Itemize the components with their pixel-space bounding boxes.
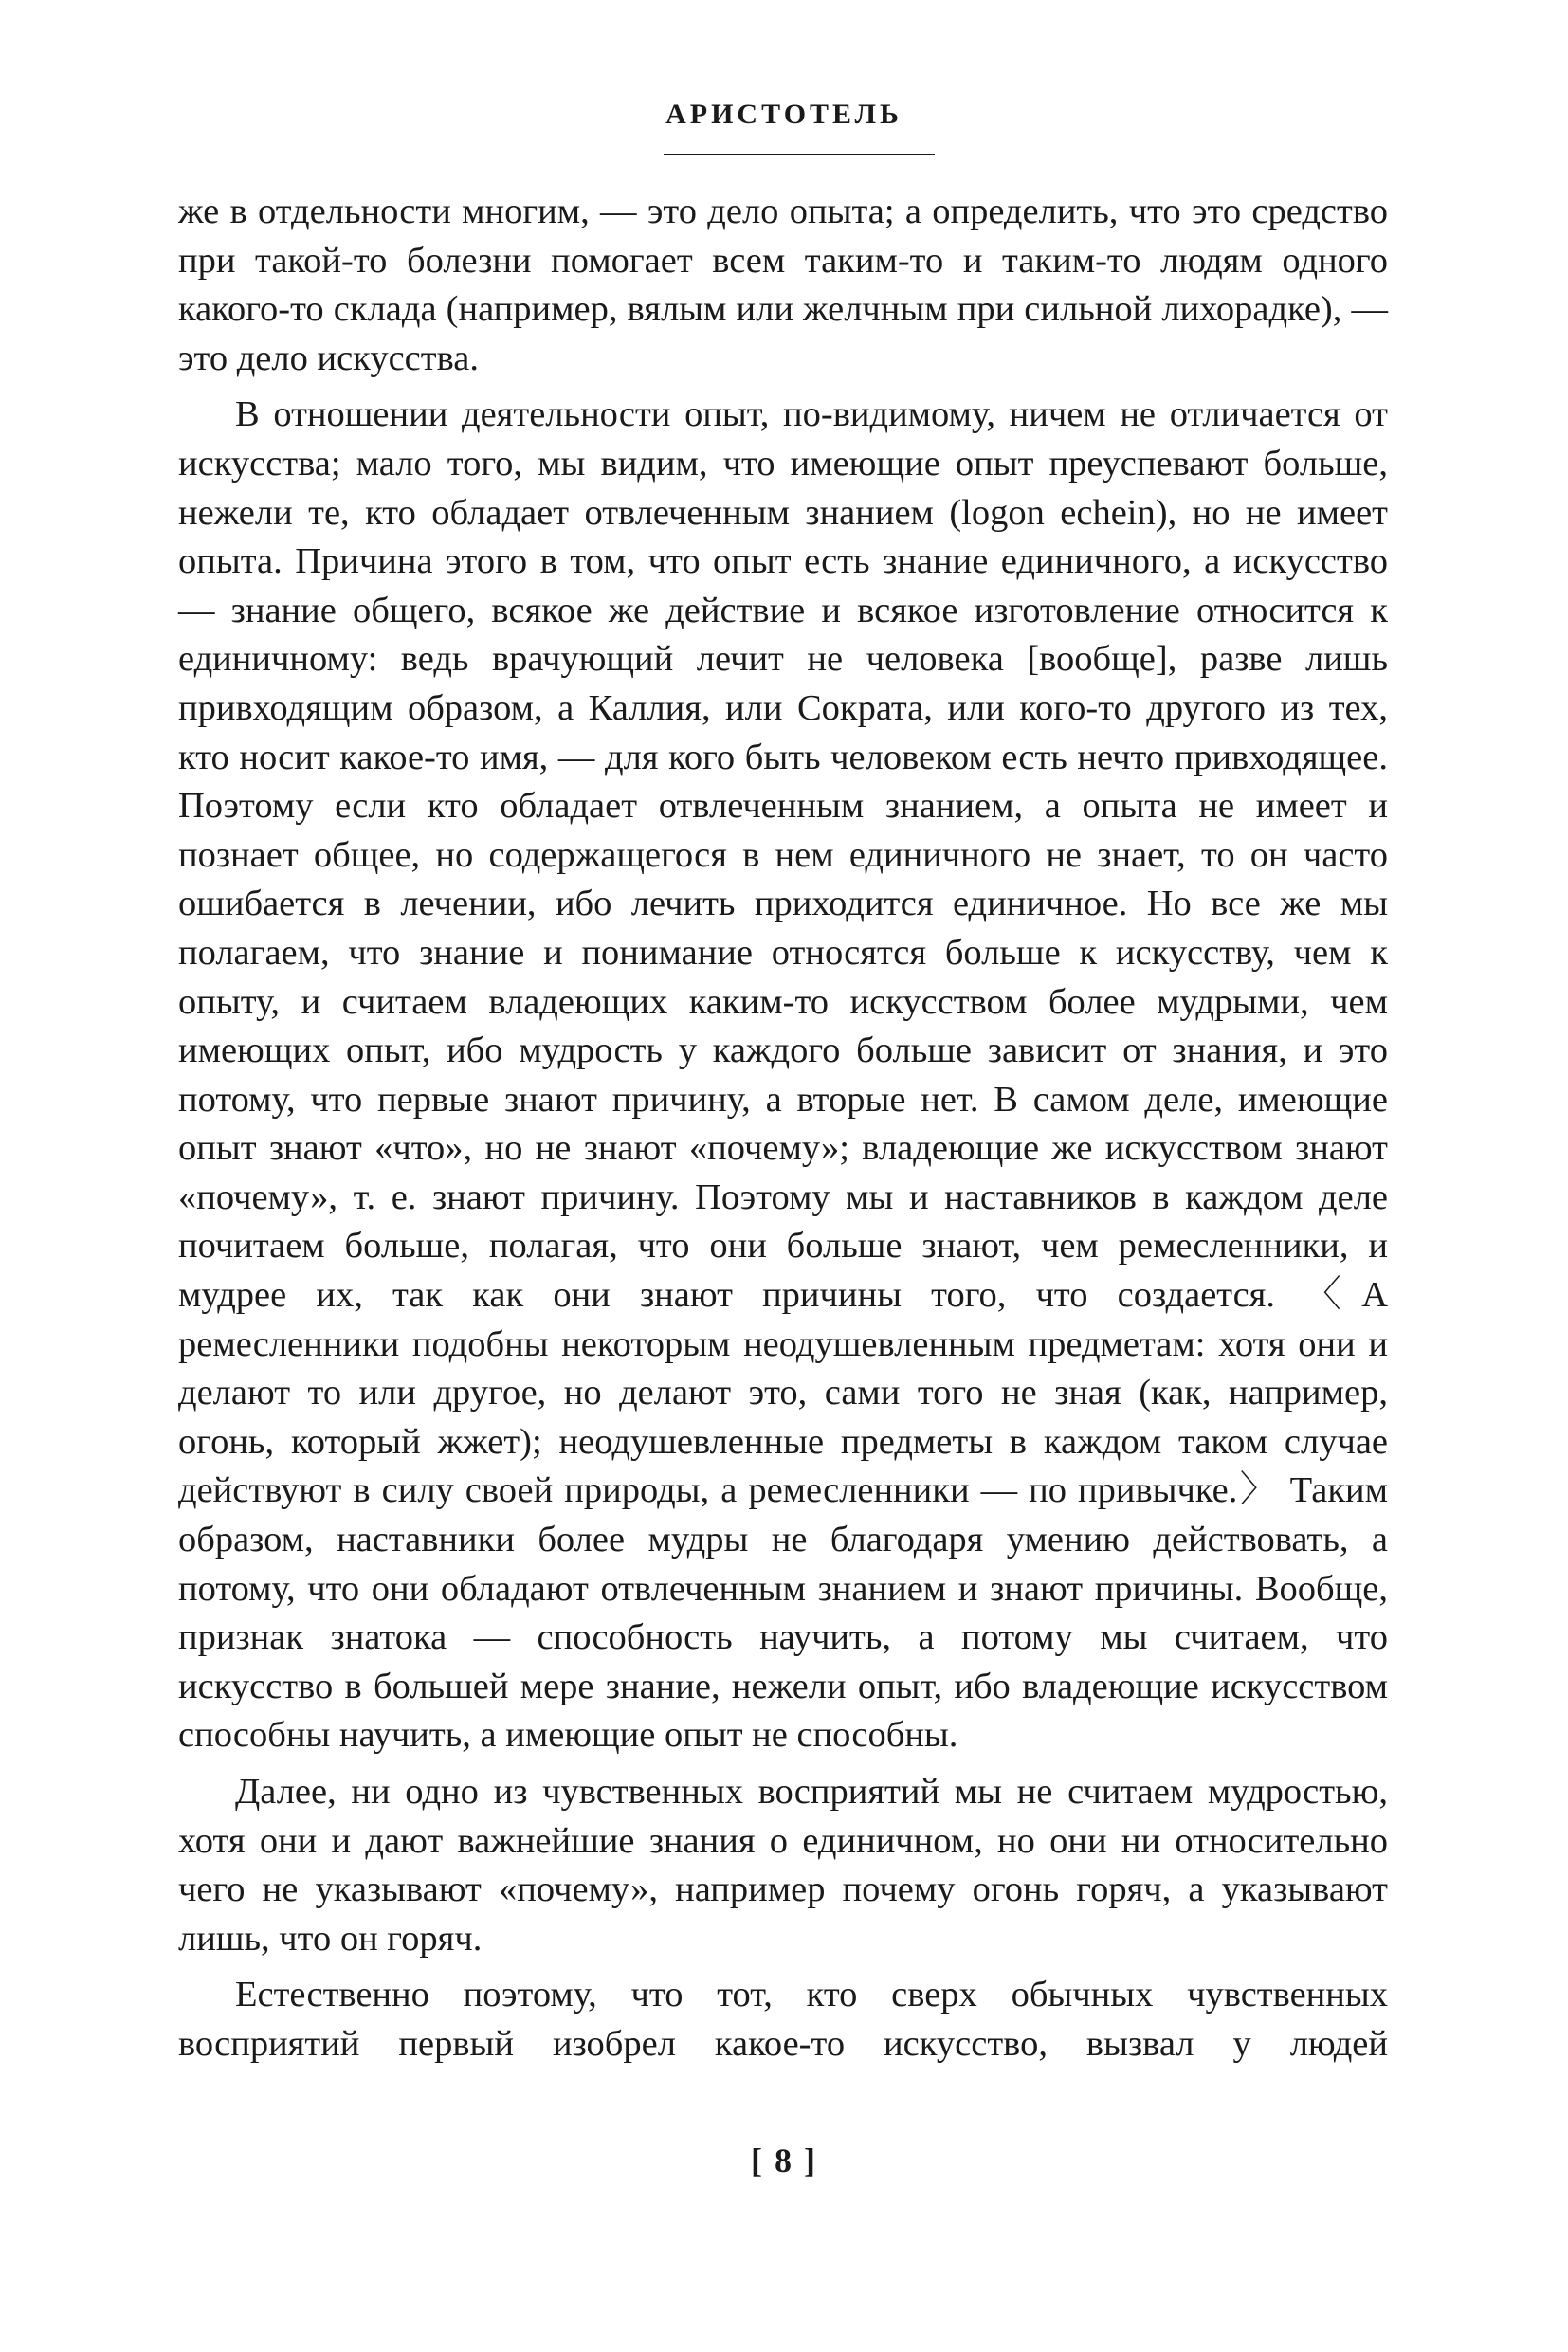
paragraph-4: Естественно поэтому, что тот, кто сверх обычных чувственных восприятий первый изобрел какое-то искусство, вызвал у людей [178, 1975, 1388, 2064]
paragraph-1: же в отдельности многим, — это дело опыта; а определить, что это средство при такой-то болезни помогает всем таким-то и таким-то людям одного какого-то склада (например, вялым или желчным при сильной лихорадке), — это дело искусства. [178, 191, 1388, 378]
page-number: [ 8 ] [751, 2142, 817, 2179]
paragraph-2: В отношении деятельности опыт, по-видимому, ничем не отличается от искусства; мало того, мы видим, что имеющие опыт преуспевают больше, нежели те, кто обладает отвлеченным знанием (logon echein), но не имеет опыта. Причина этого в том, что опыт есть знание единичного, а искусство — знание общего, всякое же действие и всякое изготовление относится к единичному: ведь врачующий лечит не человека [вообще], разве лишь привходящим образом, а Каллия, или Сократа, или кого-то другого из тех, кто носит какое-то имя, — для кого быть человеком есть нечто привходящее. Поэтому если кто обладает отвлеченным знанием, а опыта не имеет и познает общее, но содержащегося в нем единичного не знает, то он часто ошибается в лечении, ибо лечить приходится единичное. Но все же мы полагаем, что знание и понимание относятся больше к искусству, чем к опыту, и считаем владеющих каким-то искусством более мудрыми, чем имеющих опыт, ибо мудрость у каждого больше зависит от знания, и это потому, что первые знают причину, а вторые нет. В самом деле, имеющие опыт знают «что», но не знают «почему»; владеющие же искусством знают «почему», т. е. знают причину. Поэтому мы и наставников в каждом деле почитаем больше, полагая, что они больше знают, чем ремесленники, и мудрее их, так как они знают причины того, что создается. 〈А ремесленники подобны некоторым неодушевленным предметам: хотя они и делают то или другое, но делают это, сами того не зная (как, например, огонь, который жжет); неодушевленные предметы в каждом таком случае действуют в силу своей природы, а ремесленники — по привычке.〉 Таким образом, наставники более мудры не благодаря умению действовать, а потому, что они обладают отвлеченным знанием и знают причины. Вообще, признак знатока — способность научить, а потому мы считаем, что искусство в большей мере знание, нежели опыт, ибо владеющие искусством способны научить, а имеющие опыт не способны. [178, 394, 1388, 1756]
header-rule [664, 154, 935, 155]
body-text [178, 188, 1388, 2069]
running-title: АРИСТОТЕЛЬ [665, 99, 903, 130]
paragraph-3: Далее, ни одно из чувственных восприятий мы не считаем мудростью, хотя они и дают важнейшие знания о единичном, но они ни относительно чего не указывают «почему», например почему огонь горяч, а указывают лишь, что он горяч. [178, 1772, 1388, 1959]
